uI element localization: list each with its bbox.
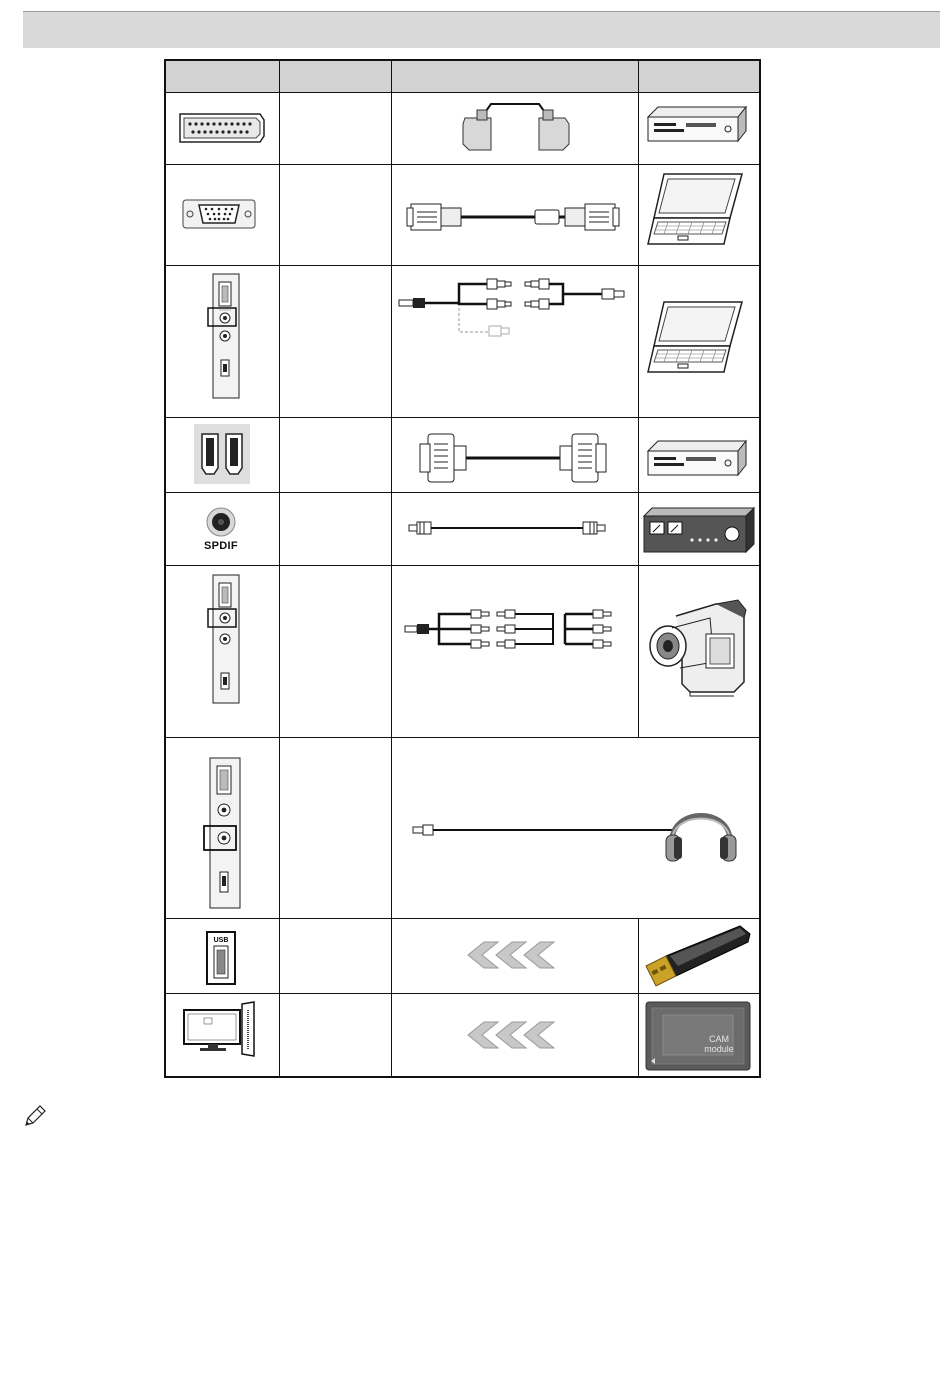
laptop-icon (646, 298, 746, 378)
vga-cable-icon (405, 198, 620, 234)
scart-port-icon (176, 110, 266, 146)
column-header-port (166, 61, 279, 92)
grid-line (166, 737, 759, 738)
pencil-icon (22, 1103, 48, 1129)
usb-port-icon (205, 930, 237, 986)
av-cable-icon (403, 608, 627, 652)
header-bar (23, 11, 940, 48)
headphones-icon (664, 797, 738, 867)
side-av-panel-icon (205, 272, 245, 402)
tv-ci-slot-icon (182, 1000, 262, 1058)
usb-label: USB (213, 937, 229, 944)
dvd-recorder-icon (646, 437, 750, 479)
grid-line (638, 61, 639, 737)
column-header-cable (392, 61, 638, 92)
headphone-cable-icon (411, 822, 675, 838)
grid-line (166, 565, 759, 566)
spdif-label: SPDIF (204, 540, 238, 552)
cam-module-icon (645, 1001, 751, 1071)
cam-label: CAM (709, 1034, 729, 1044)
dvd-recorder-icon (646, 103, 750, 145)
grid-line (279, 61, 280, 1076)
column-header-device (639, 61, 759, 92)
grid-line (166, 92, 759, 93)
audio-amplifier-icon (642, 506, 756, 554)
module-label: module (704, 1044, 734, 1054)
grid-line (638, 918, 639, 1076)
hdmi-cable-icon (418, 432, 608, 484)
pc-audio-cable-icon (397, 274, 629, 342)
grid-line (166, 918, 759, 919)
grid-line (166, 993, 759, 994)
grid-line (391, 61, 392, 1076)
side-av-panel-icon (205, 573, 245, 707)
grid-line (166, 164, 759, 165)
hdmi-ports-icon (194, 424, 250, 484)
vga-port-icon (181, 197, 257, 231)
column-header-connector (280, 61, 391, 92)
side-av-panel-icon (202, 756, 246, 914)
grid-line (166, 265, 759, 266)
spdif-port-icon (204, 505, 238, 539)
scart-cable-icon (455, 100, 575, 156)
insert-arrows-icon (464, 1020, 562, 1050)
grid-line (166, 492, 759, 493)
camcorder-icon (646, 598, 750, 698)
usb-stick-icon (640, 922, 754, 988)
coaxial-cable-icon (407, 518, 607, 538)
grid-line (166, 417, 759, 418)
insert-arrows-icon (464, 940, 562, 970)
laptop-icon (646, 170, 746, 250)
